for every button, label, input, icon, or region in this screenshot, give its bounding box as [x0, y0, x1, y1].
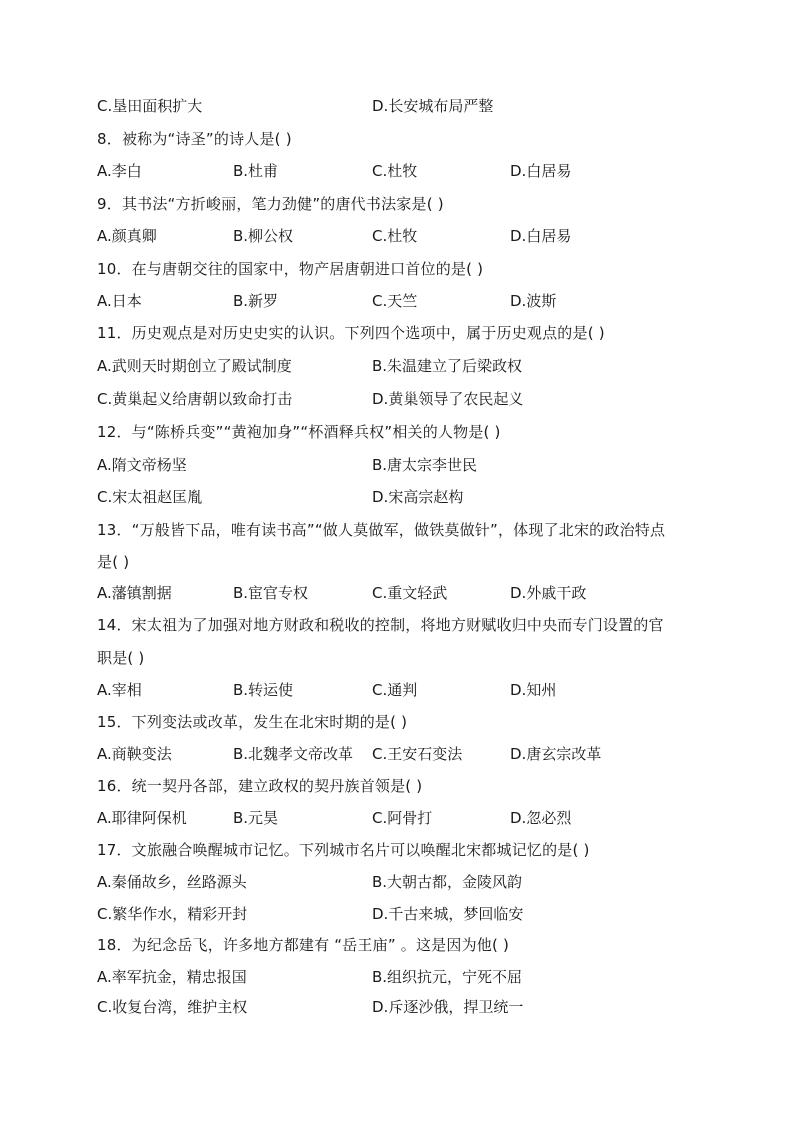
- option-a: A.隋文帝杨坚: [97, 456, 187, 474]
- option-c: C.天竺: [372, 292, 418, 310]
- question-16-stem: 16．统一契丹各部，建立政权的契丹族首领是( ): [97, 777, 423, 795]
- question-13-stem: 13．“万般皆下品，唯有读书高”“做人莫做军，做铁莫做针”，体现了北宋的政治特点: [97, 521, 666, 539]
- option-d: D.千古来城，梦回临安: [372, 905, 524, 923]
- question-10-options: [97, 290, 697, 312]
- option-d: D.忽必烈: [510, 809, 572, 827]
- question-11-options-row2: [97, 388, 697, 410]
- option-b: B.大朝古都，金陵风韵: [372, 873, 523, 891]
- option-b: B.组织抗元，宁死不屈: [372, 968, 523, 986]
- option-d: D.斥逐沙俄，捍卫统一: [372, 998, 524, 1016]
- question-13-options: [97, 582, 697, 604]
- question-8-stem: 8．被称为“诗圣”的诗人是( ): [97, 130, 292, 148]
- option-a: A.日本: [97, 292, 142, 310]
- question-12-stem: 12．与“陈桥兵变”“黄袍加身”“杯酒释兵权”相关的人物是( ): [97, 423, 501, 441]
- option-b: B.转运使: [233, 681, 294, 699]
- option-d: D.知州: [510, 681, 557, 699]
- option-a: A.耶律阿保机: [97, 809, 187, 827]
- option-b: B.北魏孝文帝改革: [233, 745, 354, 763]
- option-d: D.长安城布局严整: [372, 97, 494, 115]
- option-a: A.宰相: [97, 681, 142, 699]
- option-a: A.商鞅变法: [97, 745, 172, 763]
- question-9-stem: 9．其书法“方折峻丽，笔力劲健”的唐代书法家是( ): [97, 195, 444, 213]
- question-12-options-row2: [97, 486, 697, 508]
- question-15-stem: 15．下列变法或改革，发生在北宋时期的是( ): [97, 713, 408, 731]
- option-c: C.收复台湾，维护主权: [97, 998, 248, 1016]
- question-18-stem: 18．为纪念岳飞，许多地方都建有 “岳王庙” 。这是因为他( ): [97, 936, 510, 954]
- option-b: B.朱温建立了后梁政权: [372, 357, 523, 375]
- option-b: B.宦官专权: [233, 584, 309, 602]
- question-14-options: [97, 679, 697, 701]
- option-c: C.重文轻武: [372, 584, 448, 602]
- option-c: C.杜牧: [372, 162, 418, 180]
- option-c: C.宋太祖赵匡胤: [97, 488, 203, 506]
- option-a: A.秦俑故乡，丝路源头: [97, 873, 247, 891]
- question-12-options-row1: [97, 454, 697, 476]
- option-c: C.王安石变法: [372, 745, 463, 763]
- option-b: B.新罗: [233, 292, 279, 310]
- option-c: C.垦田面积扩大: [97, 97, 203, 115]
- option-a: A.李白: [97, 162, 142, 180]
- option-c: C.通判: [372, 681, 418, 699]
- option-c: C.繁华作水，精彩开封: [97, 905, 248, 923]
- question-17-options-row2: [97, 903, 697, 925]
- question-10-stem: 10．在与唐朝交往的国家中，物产居唐朝进口首位的是( ): [97, 260, 484, 278]
- option-d: D.白居易: [510, 227, 572, 245]
- q7-options-row: [97, 95, 697, 117]
- option-a: A.率军抗金，精忠报国: [97, 968, 247, 986]
- option-d: D.黄巢领导了农民起义: [372, 390, 524, 408]
- question-16-options: [97, 807, 697, 829]
- question-8-options: [97, 160, 697, 182]
- option-a: A.颜真卿: [97, 227, 157, 245]
- option-b: B.杜甫: [233, 162, 279, 180]
- question-15-options: [97, 743, 697, 765]
- option-d: D.白居易: [510, 162, 572, 180]
- option-c: C.阿骨打: [372, 809, 433, 827]
- question-18-options-row2: [97, 996, 697, 1018]
- question-14-stem: 14．宋太祖为了加强对地方财政和税收的控制，将地方财赋收归中央而专门设置的官: [97, 616, 664, 634]
- question-18-options-row1: [97, 966, 697, 988]
- question-13-stem-cont: 是( ): [97, 553, 130, 571]
- option-c: C.黄巢起义给唐朝以致命打击: [97, 390, 293, 408]
- question-9-options: [97, 225, 697, 247]
- option-a: A.藩镇割据: [97, 584, 172, 602]
- option-b: B.柳公权: [233, 227, 294, 245]
- question-14-stem-cont: 职是( ): [97, 649, 145, 667]
- option-d: D.波斯: [510, 292, 557, 310]
- option-b: B.唐太宗李世民: [372, 456, 478, 474]
- option-d: D.唐玄宗改革: [510, 745, 602, 763]
- option-b: B.元昊: [233, 809, 279, 827]
- option-c: C.杜牧: [372, 227, 418, 245]
- option-d: D.宋高宗赵构: [372, 488, 464, 506]
- question-17-stem: 17．文旅融合唤醒城市记忆。下列城市名片可以唤醒北宋都城记忆的是( ): [97, 841, 590, 859]
- option-a: A.武则天时期创立了殿试制度: [97, 357, 292, 375]
- question-17-options-row1: [97, 871, 697, 893]
- option-d: D.外戚干政: [510, 584, 587, 602]
- question-11-options-row1: [97, 355, 697, 377]
- question-11-stem: 11．历史观点是对历史史实的认识。下列四个选项中，属于历史观点的是( ): [97, 324, 605, 342]
